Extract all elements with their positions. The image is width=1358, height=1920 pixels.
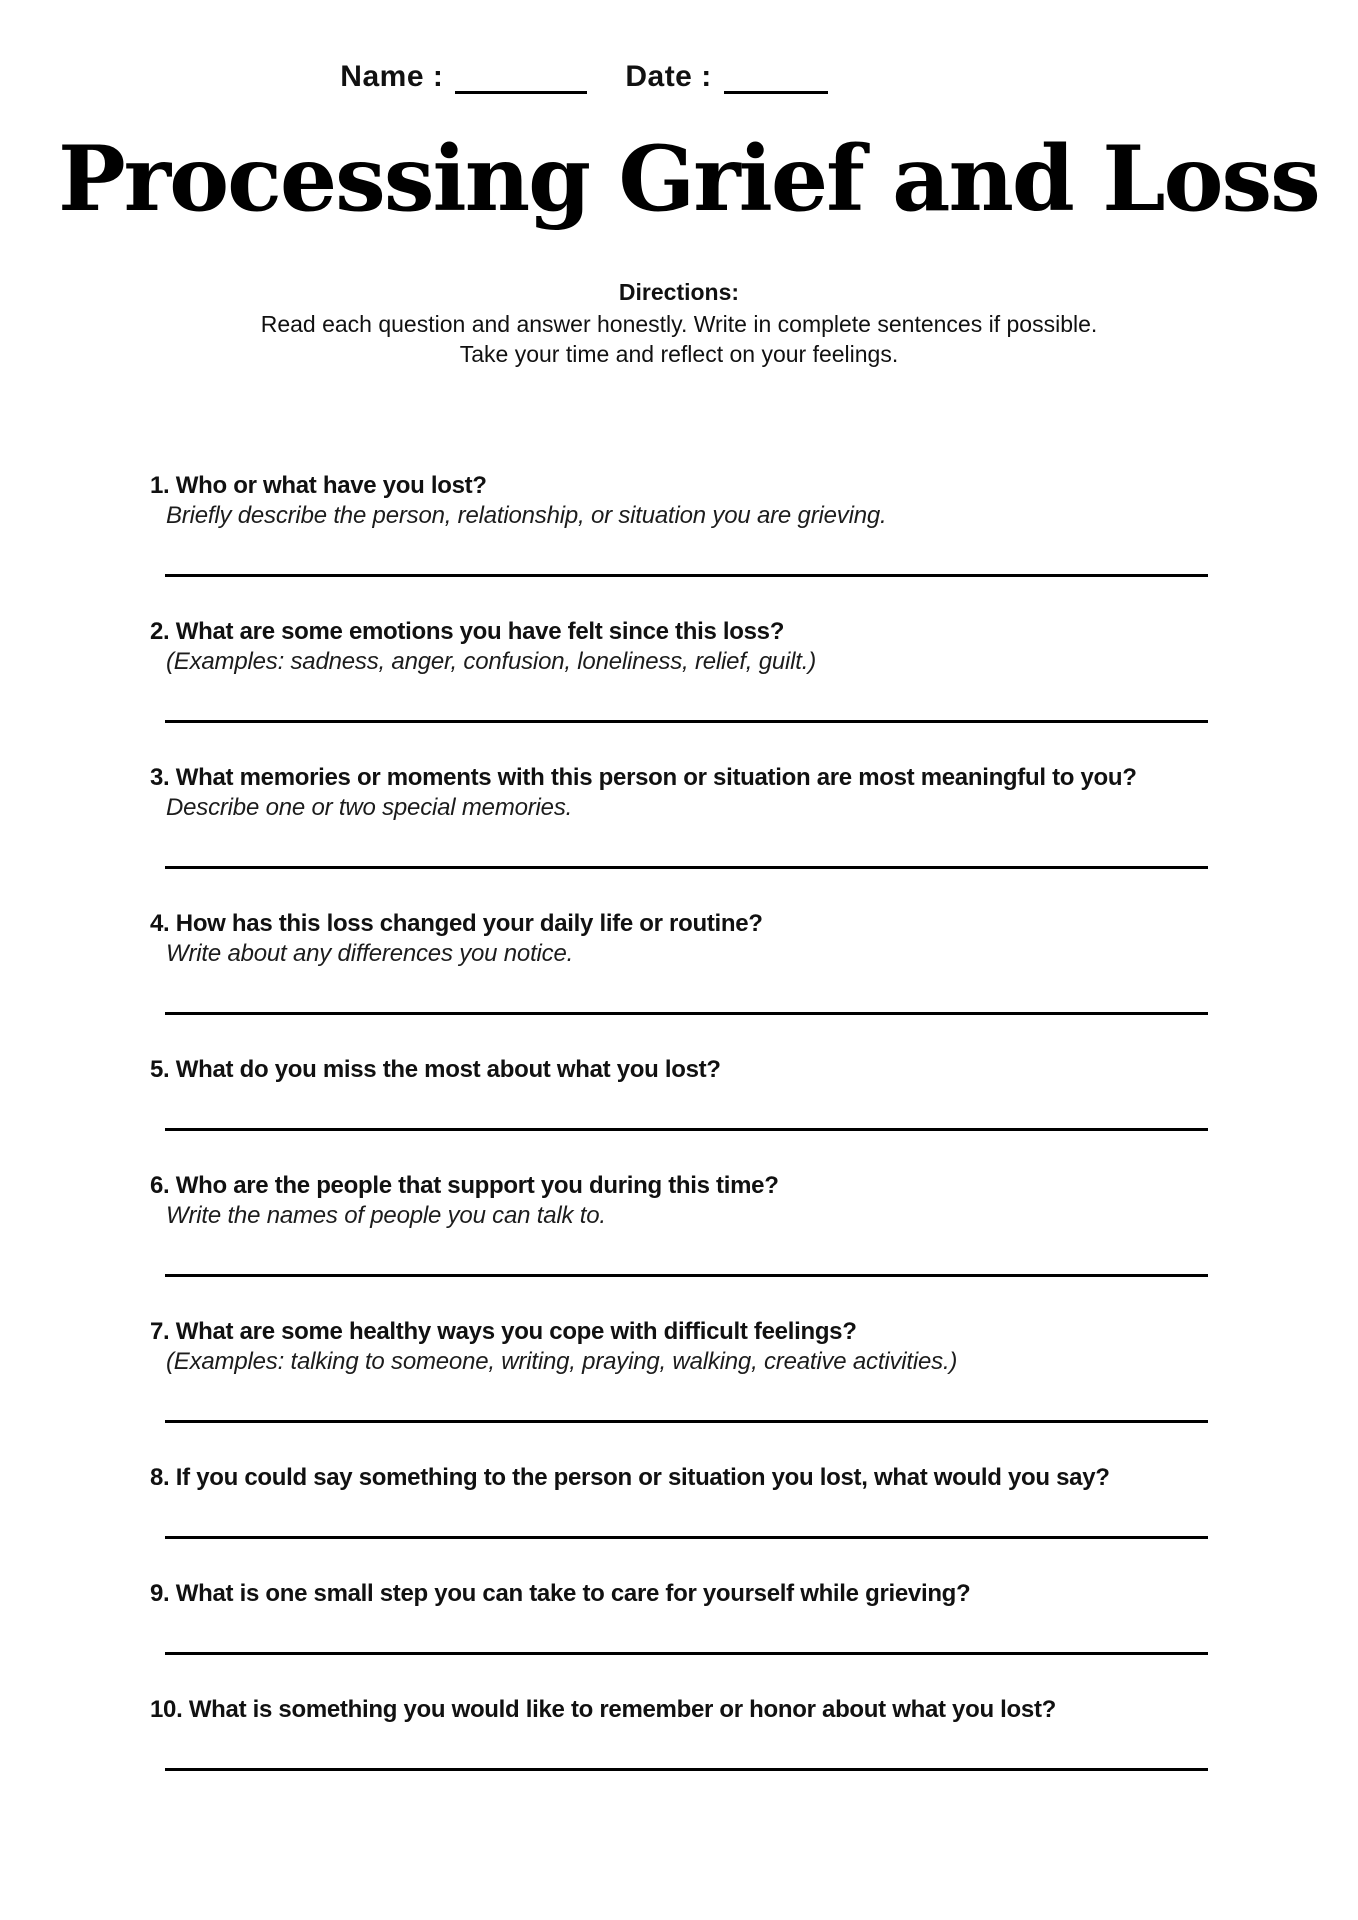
answer-input-line[interactable] <box>165 531 1208 577</box>
date-label: Date : <box>625 60 712 93</box>
answer-input-line[interactable] <box>165 969 1208 1015</box>
question-block <box>150 1579 1208 1655</box>
question-hint: (Examples: sadness, anger, confusion, loneliness, relief, guilt.) <box>166 648 817 675</box>
question-block <box>150 1171 1208 1277</box>
question-text: 9. What is one small step you can take to care for yourself while grieving? <box>150 1580 971 1607</box>
question-hint: Write about any differences you notice. <box>166 940 574 967</box>
question-text: 5. What do you miss the most about what you lost? <box>150 1056 721 1083</box>
answer-input-line[interactable] <box>165 1377 1208 1423</box>
directions-block <box>150 277 1208 369</box>
answer-input-line[interactable] <box>165 677 1208 723</box>
name-field-group <box>340 60 587 94</box>
name-input-line[interactable] <box>455 62 587 94</box>
question-list <box>150 471 1208 1771</box>
answer-input-line[interactable] <box>165 1609 1208 1655</box>
question-text: 2. What are some emotions you have felt since this loss? <box>150 618 785 645</box>
question-text: 6. Who are the people that support you during this time? <box>150 1172 779 1199</box>
question-text: 3. What memories or moments with this person or situation are most meaningful to you? <box>150 764 1137 791</box>
question-block <box>150 1695 1208 1771</box>
question-block <box>150 471 1208 577</box>
question-text: 10. What is something you would like to remember or honor about what you lost? <box>150 1696 1057 1723</box>
directions-heading: Directions: <box>618 279 740 305</box>
date-field-group <box>625 60 827 94</box>
name-label: Name : <box>340 60 444 93</box>
directions-line-2: Take your time and reflect on your feelings. <box>459 341 899 367</box>
answer-input-line[interactable] <box>165 1725 1208 1771</box>
question-text: 4. How has this loss changed your daily life or routine? <box>150 910 763 937</box>
question-block <box>150 1055 1208 1131</box>
question-hint: Describe one or two special memories. <box>166 794 573 821</box>
date-input-line[interactable] <box>724 62 828 94</box>
question-block <box>150 909 1208 1015</box>
answer-input-line[interactable] <box>165 823 1208 869</box>
question-hint: (Examples: talking to someone, writing, praying, walking, creative activities.) <box>166 1348 958 1375</box>
question-block <box>150 617 1208 723</box>
question-block <box>150 1463 1208 1539</box>
directions-line-1: Read each question and answer honestly. Write in complete sentences if possible. <box>260 311 1098 337</box>
question-text: 1. Who or what have you lost? <box>150 472 487 499</box>
answer-input-line[interactable] <box>165 1231 1208 1277</box>
name-date-header <box>55 0 1113 94</box>
question-hint: Briefly describe the person, relationship, or situation you are grieving. <box>166 502 887 529</box>
question-hint: Write the names of people you can talk to. <box>166 1202 606 1229</box>
question-text: 8. If you could say something to the person or situation you lost, what would you say? <box>150 1464 1110 1491</box>
page-title: Processing Grief and Loss <box>58 126 1319 232</box>
question-text: 7. What are some healthy ways you cope with difficult feelings? <box>150 1318 857 1345</box>
answer-input-line[interactable] <box>165 1493 1208 1539</box>
question-block <box>150 763 1208 869</box>
answer-input-line[interactable] <box>165 1085 1208 1131</box>
question-block <box>150 1317 1208 1423</box>
